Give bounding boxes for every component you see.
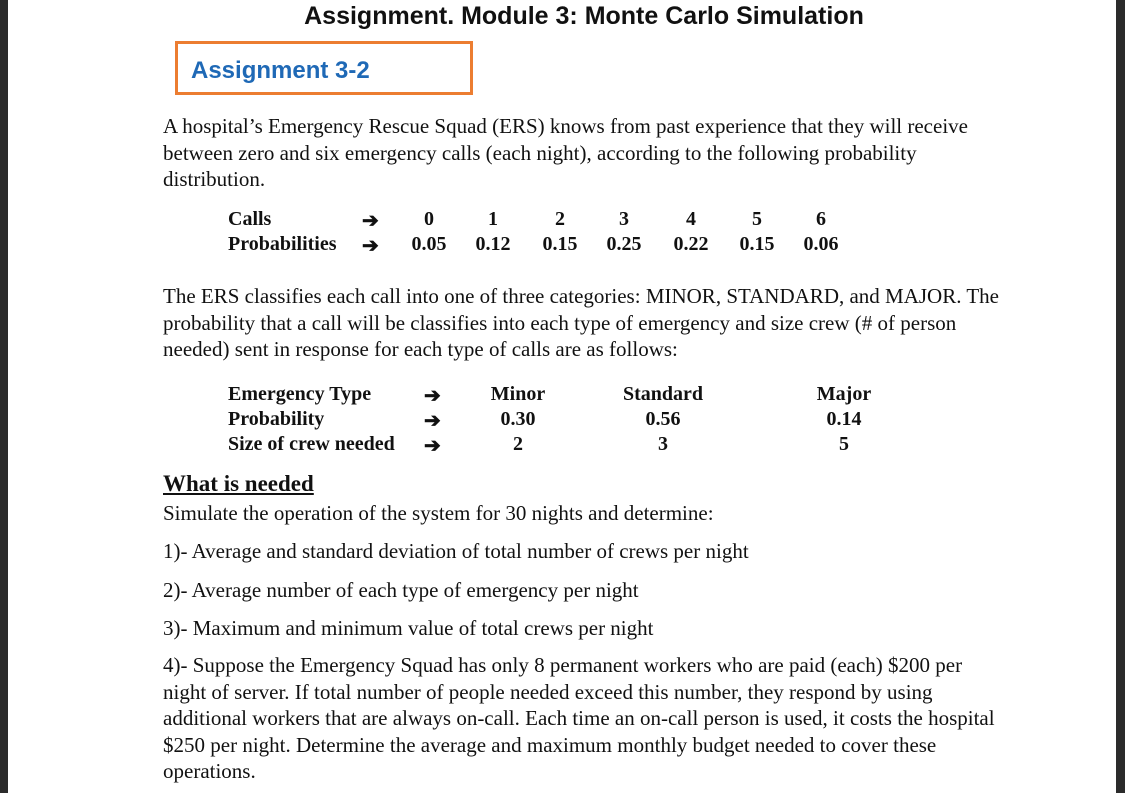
list-item: 3)- Maximum and minimum value of total crews per night <box>163 616 654 640</box>
probability-value: 0.25 <box>606 233 642 255</box>
probability-value: 0.05 <box>411 233 447 255</box>
emergency-crew: 3 <box>658 433 668 455</box>
emergency-crew: 2 <box>513 433 523 455</box>
emergency-type: Minor <box>490 383 546 405</box>
arrow-icon: ➔ <box>362 210 379 232</box>
section-heading: What is needed <box>163 471 314 496</box>
list-item: 2)- Average number of each type of emergency per night <box>163 578 639 602</box>
probabilities-row-label: Probabilities <box>228 233 337 255</box>
probability-value: 0.22 <box>673 233 709 255</box>
page-title: Assignment. Module 3: Monte Carlo Simulation <box>304 2 864 30</box>
calls-value: 6 <box>816 208 826 230</box>
calls-value: 4 <box>686 208 696 230</box>
emergency-type: Standard <box>622 383 704 405</box>
calls-row-label: Calls <box>228 208 272 230</box>
probability-value: 0.15 <box>542 233 578 255</box>
assignment-label-box <box>175 41 473 95</box>
crew-size-label: Size of crew needed <box>228 433 395 455</box>
probability-value: 0.15 <box>739 233 775 255</box>
probability-value: 0.12 <box>475 233 511 255</box>
list-item: 4)- Suppose the Emergency Squad has only 8 permanent workers who are paid (each) $200 per night of server. If total number of people needed exceed this number, they respond by using additional workers that are always on-call. Each time an on-call person is used, it costs the hospital $250 per night. Determine the average and maximum monthly budget needed to cover these operations. <box>163 653 995 783</box>
calls-value: 1 <box>488 208 498 230</box>
calls-value: 0 <box>424 208 434 230</box>
intro-paragraph: A hospital’s Emergency Rescue Squad (ERS) knows from past experience that they will receive between zero and six emergency calls (each night), according to the following probability distribution. <box>163 114 968 191</box>
classify-paragraph: The ERS classifies each call into one of three categories: MINOR, STANDARD, and MAJOR. The probability that a call will be classifies into each type of emergency and size crew (# of person needed) sent in response for each type of calls are as follows: <box>163 284 1000 361</box>
arrow-icon: ➔ <box>424 435 441 457</box>
emergency-type: Major <box>816 383 872 405</box>
calls-value: 3 <box>619 208 629 230</box>
simulate-line: Simulate the operation of the system for 30 nights and determine: <box>163 501 714 525</box>
arrow-icon: ➔ <box>424 385 441 407</box>
list-item: 1)- Average and standard deviation of total number of crews per night <box>163 539 749 563</box>
probability-value: 0.06 <box>803 233 839 255</box>
assignment-label: Assignment 3-2 <box>191 57 370 84</box>
emergency-crew: 5 <box>839 433 849 455</box>
emergency-probability: 0.14 <box>826 408 862 430</box>
emergency-probability: 0.56 <box>645 408 681 430</box>
document-page <box>8 0 1116 793</box>
arrow-icon: ➔ <box>362 235 379 257</box>
emergency-type-label: Emergency Type <box>228 383 372 405</box>
arrow-icon: ➔ <box>424 410 441 432</box>
probability-label: Probability <box>228 408 325 430</box>
calls-value: 2 <box>555 208 565 230</box>
calls-value: 5 <box>752 208 762 230</box>
emergency-probability: 0.30 <box>500 408 536 430</box>
